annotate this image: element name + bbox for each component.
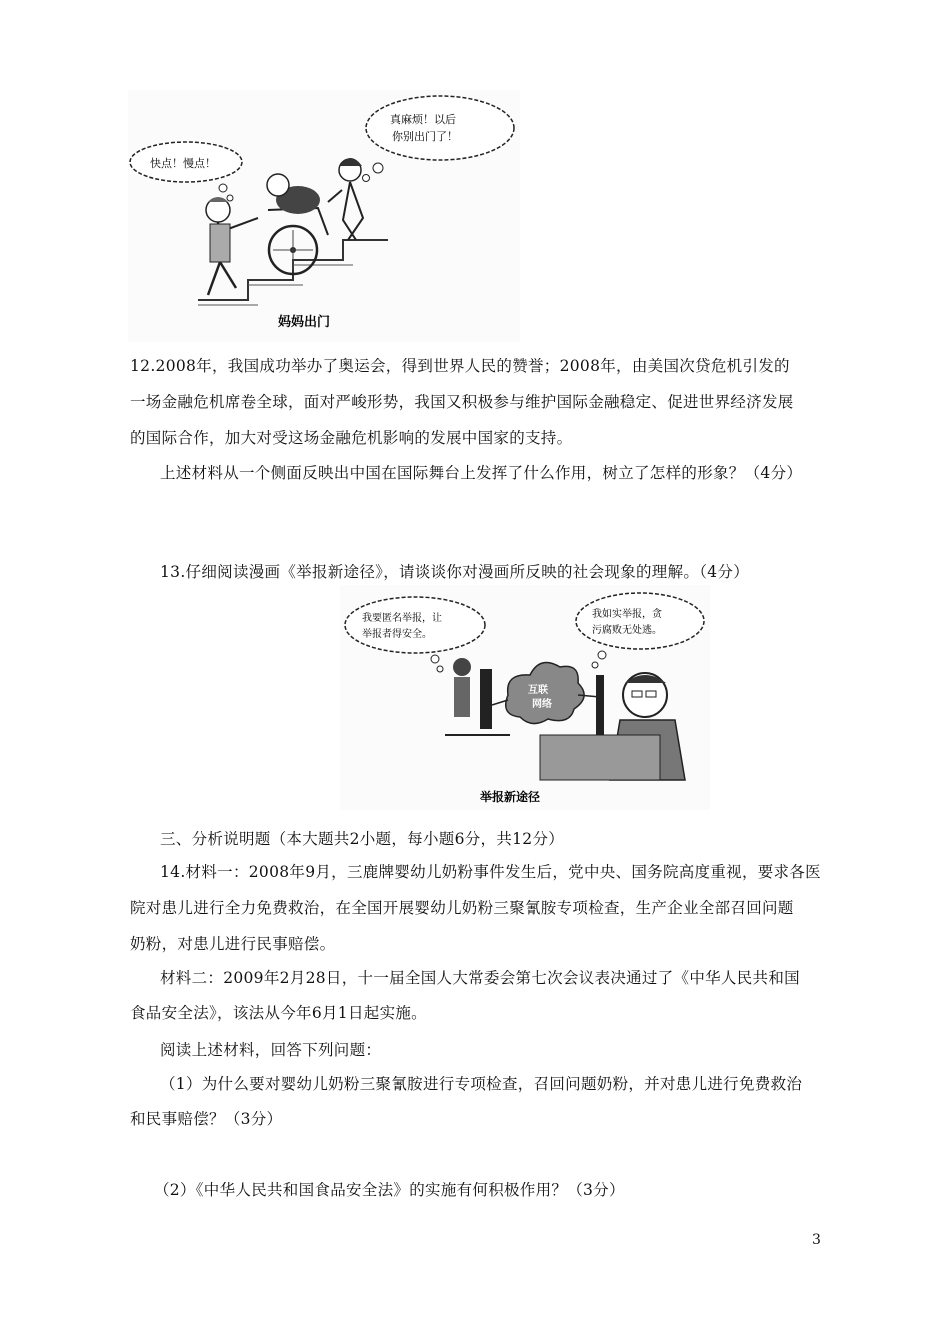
bubble-anonymous-1: 我要匿名举报，让 bbox=[362, 613, 442, 624]
bubble-complaint-1: 真麻烦！以后 bbox=[390, 113, 456, 126]
cartoon-mother-outing bbox=[128, 90, 520, 342]
cartoon2-caption: 举报新途径 bbox=[480, 790, 541, 804]
q14-material1-line-2: 院对患儿进行全力免费救治，在全国开展婴幼儿奶粉三聚氰胺专项检查，生产企业全部召回问题 bbox=[130, 899, 794, 917]
section3-heading: 三、分析说明题（本大题共2小题，每小题6分，共12分） bbox=[160, 830, 565, 848]
bubble-truthful-1: 我如实举报，贪 bbox=[592, 609, 662, 620]
bubble-anonymous-2: 举报者得安全。 bbox=[362, 629, 432, 640]
q14-sub1-line-2: 和民事赔偿？（3分） bbox=[130, 1110, 283, 1128]
q14-sub1-line-1: （1）为什么要对婴幼儿奶粉三聚氰胺进行专项检查，召回问题奶粉，并对患儿进行免费救治 bbox=[160, 1075, 803, 1093]
cartoon1-caption: 妈妈出门 bbox=[278, 315, 331, 330]
q14-material2-line-2: 食品安全法》，该法从今年6月1日起实施。 bbox=[130, 1004, 427, 1022]
q12-question: 上述材料从一个侧面反映出中国在国际舞台上发挥了什么作用，树立了怎样的形象？（4分） bbox=[160, 464, 803, 482]
q12-line-3: 的国际合作，加大对受这场金融危机影响的发展中国家的支持。 bbox=[130, 429, 573, 447]
cloud-label-1: 互联 bbox=[528, 685, 548, 696]
bubble-hurry: 快点！慢点！ bbox=[150, 157, 216, 170]
bubble-complaint-2: 你别出门了！ bbox=[392, 130, 458, 143]
cartoon-new-reporting-channel bbox=[340, 585, 710, 810]
bubble-truthful-2: 污腐败无处逃。 bbox=[592, 625, 662, 636]
q12-line-1: 12.2008年，我国成功举办了奥运会，得到世界人民的赞誉；2008年，由美国次贷危机引发的 bbox=[130, 357, 790, 375]
q14-instruction: 阅读上述材料，回答下列问题： bbox=[160, 1041, 382, 1059]
page-number: 3 bbox=[812, 1232, 821, 1248]
q14-material1-line-1: 14.材料一：2008年9月，三鹿牌婴幼儿奶粉事件发生后，党中央、国务院高度重视，要求各医 bbox=[160, 863, 821, 881]
q12-line-2: 一场金融危机席卷全球，面对严峻形势，我国又积极参与维护国际金融稳定、促进世界经济发展 bbox=[130, 393, 794, 411]
q13-question: 13.仔细阅读漫画《举报新途径》，请谈谈你对漫画所反映的社会现象的理解。（4分） bbox=[160, 563, 750, 581]
q14-material1-line-3: 奶粉，对患儿进行民事赔偿。 bbox=[130, 935, 336, 953]
q14-sub2: （2）《中华人民共和国食品安全法》的实施有何积极作用？（3分） bbox=[154, 1181, 625, 1199]
cloud-label-2: 网络 bbox=[532, 699, 552, 710]
q14-material2-line-1: 材料二：2009年2月28日，十一届全国人大常委会第七次会议表决通过了《中华人民共和国 bbox=[160, 969, 800, 987]
